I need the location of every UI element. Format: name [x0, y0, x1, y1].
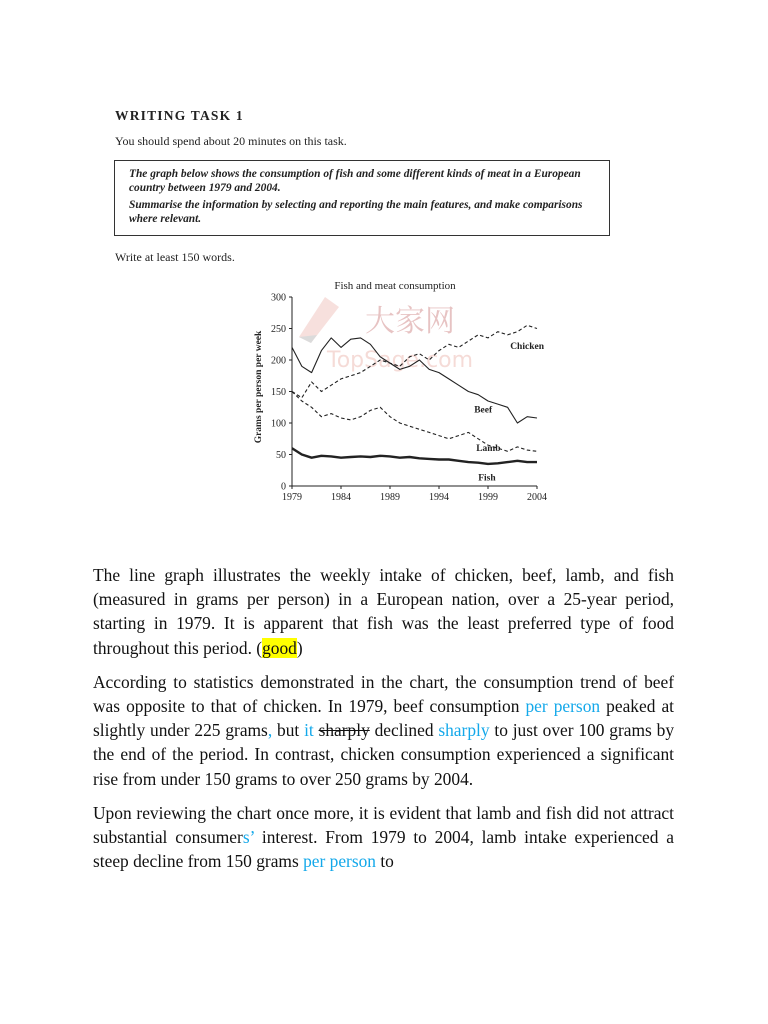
y-tick-label: 100: [271, 418, 286, 430]
x-tick-label: 1994: [429, 492, 449, 503]
x-tick-label: 2004: [527, 492, 547, 503]
legend-label-lamb: Lamb: [476, 443, 501, 454]
legend-label-beef: Beef: [474, 405, 493, 416]
watermark-latin: TopSage.com: [327, 348, 474, 373]
word-limit: Write at least 150 words.: [115, 250, 235, 264]
prompt-description: The graph below shows the consumption of fish and some different kinds of meat in a European country between 1979 and 2004.: [129, 168, 581, 194]
y-ticks: [271, 293, 292, 493]
p2-text-6: to just over 100 grams by the end of the period. In contrast, chicken consumption experienced a significant rise from under 150 grams to over 250 grams by 2004.: [93, 720, 675, 789]
essay-paragraph-1: [93, 563, 674, 660]
p3-text-1: Upon reviewing the chart once more, it is evident that lamb and fish did not attract substantial consumer: [93, 802, 674, 848]
correction-strike: sharply: [318, 720, 370, 741]
y-tick-label: 250: [271, 324, 286, 335]
time-instruction: You should spend about 20 minutes on this task.: [115, 134, 347, 148]
x-tick-label: 1999: [478, 492, 498, 503]
y-tick-label: 200: [271, 355, 286, 367]
chart-title: Fish and meat consumption: [334, 280, 456, 292]
p2-text-5: declined: [369, 720, 439, 741]
legend-label-chicken: Chicken: [510, 341, 544, 352]
y-tick-label: 50: [276, 450, 286, 461]
y-tick-label: 300: [271, 292, 286, 304]
p3-text-2: interest. From 1979 to 2004, lamb intake experienced a steep decline from 150 grams: [93, 827, 674, 872]
series-line-lamb: [292, 392, 537, 452]
essay: [93, 563, 674, 883]
correction-insert: per person: [525, 696, 601, 717]
y-tick-label: 0: [281, 481, 286, 493]
prompt-box: [114, 160, 610, 236]
correction-insert: per person: [303, 851, 376, 872]
task-heading: WRITING TASK 1: [115, 108, 244, 123]
correction-insert: ,: [267, 720, 273, 741]
prompt-instruction: Summarise the information by selecting and reporting the main features, and make comparisons where relevant.: [129, 199, 583, 225]
task-scan: [102, 92, 622, 512]
x-tick-label: 1989: [380, 492, 400, 503]
x-tick-label: 1984: [331, 492, 351, 503]
y-tick-label: 150: [271, 387, 286, 398]
x-ticks: [282, 486, 547, 503]
p3-text-3: to: [376, 851, 394, 872]
watermark-logo: [299, 297, 339, 343]
essay-paragraph-2: [93, 670, 674, 791]
p1-text: The line graph illustrates the weekly intake of chicken, beef, lamb, and fish (measured in grams per person) in a European nation, over a 25-year period, starting in 1979. It is apparent that fish was the least preferred type of food throughout this period. (: [93, 565, 674, 658]
feedback-highlight: good: [262, 637, 297, 658]
p1-end: ): [296, 637, 303, 658]
p2-text-2: peaked at slightly under 225 grams: [93, 696, 675, 741]
essay-paragraph-3: [93, 801, 674, 874]
p2-text-1: According to statistics demonstrated in the chart, the consumption trend of beef was opposite to that of chicken. In 1979, beef consumption: [93, 671, 674, 717]
correction-insert: it: [304, 720, 314, 741]
correction-insert: sharply: [438, 720, 490, 741]
correction-insert: s’: [242, 827, 255, 848]
watermark-chinese: 大家网: [365, 304, 455, 339]
legend-label-fish: Fish: [478, 473, 496, 484]
line-chart: [247, 277, 547, 507]
p2-text-3: but: [272, 720, 305, 741]
y-axis-label: Grams per person per week: [254, 330, 264, 444]
x-tick-label: 1979: [282, 492, 302, 503]
